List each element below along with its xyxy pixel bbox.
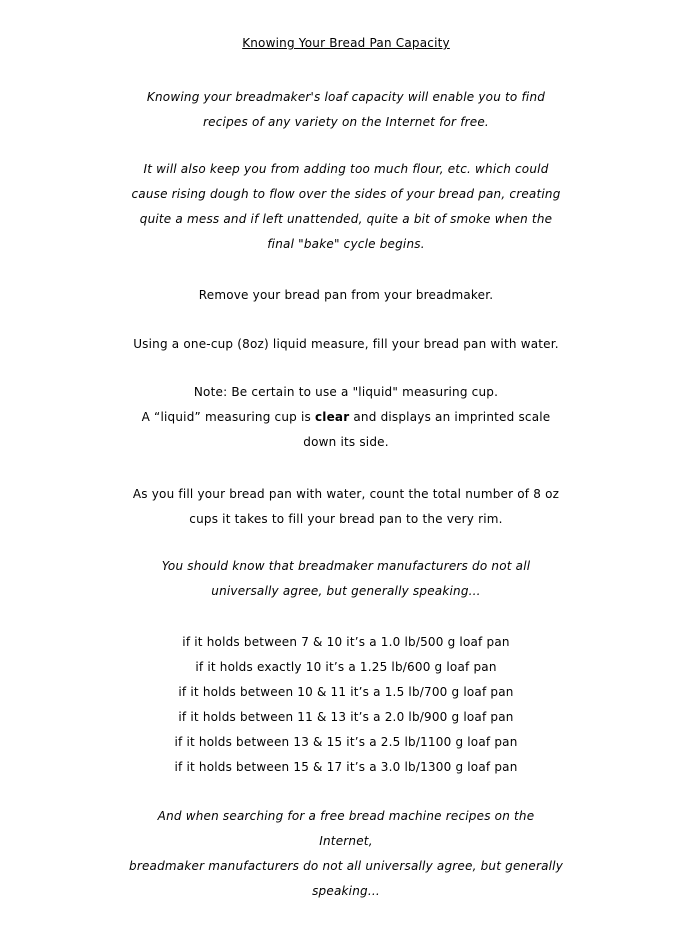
- step-fill-water: Using a one-cup (8oz) liquid measure, fill your bread pan with water.: [133, 337, 559, 351]
- intro-line-2: recipes of any variety on the Internet for free.: [203, 115, 489, 129]
- closing-line-2: Internet,: [319, 834, 373, 848]
- note-line-2-end: and displays an imprinted scale: [349, 410, 551, 424]
- closing-line-1: And when searching for a free bread machine recipes on the: [157, 809, 535, 823]
- capacity-item: if it holds between 11 & 13 it’s a 2.0 lb/900 g loaf pan: [178, 710, 514, 724]
- note-clear-emphasis: clear: [314, 410, 350, 424]
- warning-line-4: final "bake" cycle begins.: [267, 237, 425, 251]
- capacity-item: if it holds exactly 10 it’s a 1.25 lb/600 g loaf pan: [195, 660, 497, 674]
- capacity-item: if it holds between 10 & 11 it’s a 1.5 lb/700 g loaf pan: [178, 685, 514, 699]
- warning-line-2: cause rising dough to flow over the sides of your bread pan, creating: [131, 187, 561, 201]
- note-line-3: down its side.: [303, 435, 389, 449]
- manufacturers-line-1: You should know that breadmaker manufacturers do not all: [161, 559, 531, 573]
- count-line-2: cups it takes to fill your bread pan to the very rim.: [189, 512, 503, 526]
- closing-line-4: speaking...: [312, 884, 380, 898]
- warning-line-1: It will also keep you from adding too much flour, etc. which could: [143, 162, 549, 176]
- capacity-item: if it holds between 7 & 10 it’s a 1.0 lb/500 g loaf pan: [182, 635, 510, 649]
- capacity-item: if it holds between 15 & 17 it’s a 3.0 lb/1300 g loaf pan: [174, 760, 518, 774]
- note-line-1: Note: Be certain to use a "liquid" measuring cup.: [193, 385, 499, 399]
- note-line-2-start: A “liquid” measuring cup is: [141, 410, 315, 424]
- closing-line-3: breadmaker manufacturers do not all universally agree, but generally: [129, 859, 563, 873]
- capacity-item: if it holds between 13 & 15 it’s a 2.5 lb/1100 g loaf pan: [174, 735, 518, 749]
- manufacturers-line-2: universally agree, but generally speaking...: [211, 584, 481, 598]
- page-title: Knowing Your Bread Pan Capacity: [242, 36, 450, 50]
- note-line-2: [0, 405, 692, 430]
- step-remove-pan: Remove your bread pan from your breadmaker.: [198, 288, 494, 302]
- intro-line-1: Knowing your breadmaker's loaf capacity will enable you to find: [146, 90, 546, 104]
- warning-line-3: quite a mess and if left unattended, quite a bit of smoke when the: [139, 212, 553, 226]
- count-line-1: As you fill your bread pan with water, count the total number of 8 oz: [132, 487, 560, 501]
